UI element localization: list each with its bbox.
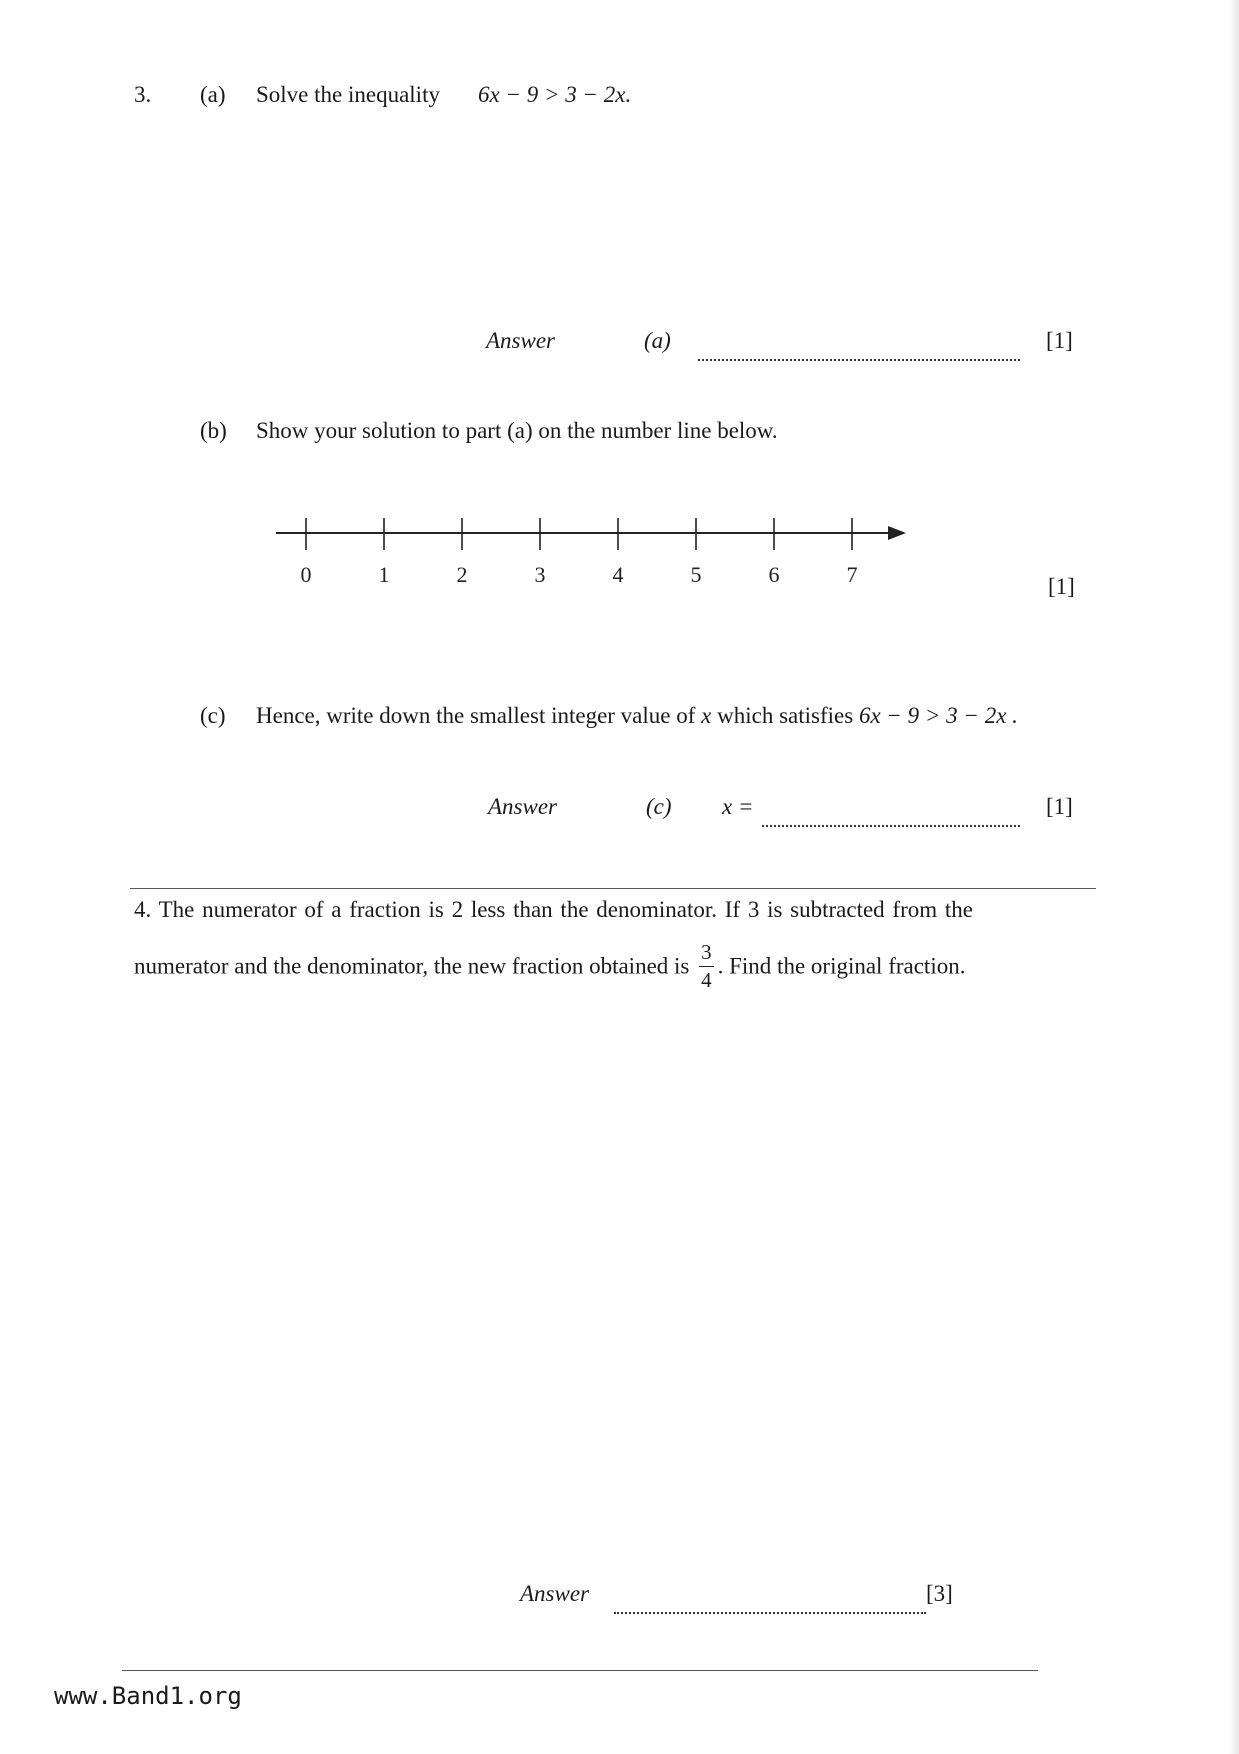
number-line-arrow	[888, 526, 906, 540]
page-bottom-rule	[122, 1670, 1038, 1671]
q3a-text: Solve the inequality	[256, 82, 440, 107]
q3b-marks: [1]	[1048, 574, 1075, 599]
q3a-label: (a)	[200, 82, 226, 107]
q3c-text	[256, 703, 1018, 729]
q3a-answer-line[interactable]	[698, 348, 1020, 366]
q4-fraction-numerator: 3	[701, 940, 712, 964]
number-line-tick-label: 2	[456, 562, 468, 587]
number-line-tick-label: 5	[690, 562, 702, 587]
q4-fraction-denominator: 4	[701, 968, 712, 992]
q3c-label: (c)	[200, 703, 226, 728]
q4-line2-post: . Find the original fraction.	[717, 953, 966, 979]
q4-fraction	[699, 942, 714, 991]
q4-line1: 4. The numerator of a fraction is 2 less than the denominator. If 3 is subtracted from the	[134, 897, 973, 922]
q3c-answer-line[interactable]	[762, 814, 1020, 832]
q3c-text-mid: which satisfies	[717, 703, 854, 728]
q3c-var: x	[701, 703, 712, 728]
q3a-expression: 6x − 9 > 3 − 2x.	[478, 82, 632, 107]
scan-edge-shadow	[1229, 0, 1239, 1754]
q4-answer-word: Answer	[520, 1581, 589, 1606]
q3a-marks: [1]	[1046, 328, 1073, 353]
q4-line2	[134, 942, 965, 991]
q3c-answer-prefix: x =	[722, 794, 754, 819]
q3c-answer-word: Answer	[488, 794, 557, 819]
q4-fraction-bar	[699, 966, 714, 967]
number-line-tick-label: 7	[846, 562, 858, 587]
number-line[interactable]	[270, 510, 930, 600]
q4-line2-pre: numerator and the denominator, the new fraction obtained is	[134, 953, 690, 979]
q4-marks: [3]	[926, 1581, 953, 1606]
q4-answer-line[interactable]	[614, 1601, 926, 1619]
q3-number: 3.	[134, 82, 152, 107]
number-line-tick-label: 1	[378, 562, 390, 587]
number-line-ticks	[301, 518, 858, 587]
q3b-label: (b)	[200, 418, 227, 443]
q3c-marks: [1]	[1046, 794, 1073, 819]
question-divider	[130, 888, 1096, 889]
q3c-answer-label: (c)	[646, 794, 672, 819]
q3c-text-pre: Hence, write down the smallest integer value of	[256, 703, 696, 728]
footer-site: www.Band1.org	[54, 1682, 242, 1710]
number-line-tick-label: 4	[612, 562, 624, 587]
q3b-text: Show your solution to part (a) on the number line below.	[256, 418, 778, 443]
number-line-tick-label: 0	[300, 562, 312, 587]
q3a-answer-label: (a)	[644, 328, 671, 353]
q3c-expression: 6x − 9 > 3 − 2x .	[858, 703, 1018, 728]
number-line-tick-label: 3	[534, 562, 546, 587]
q3a-answer-word: Answer	[486, 328, 555, 353]
number-line-tick-label: 6	[768, 562, 780, 587]
